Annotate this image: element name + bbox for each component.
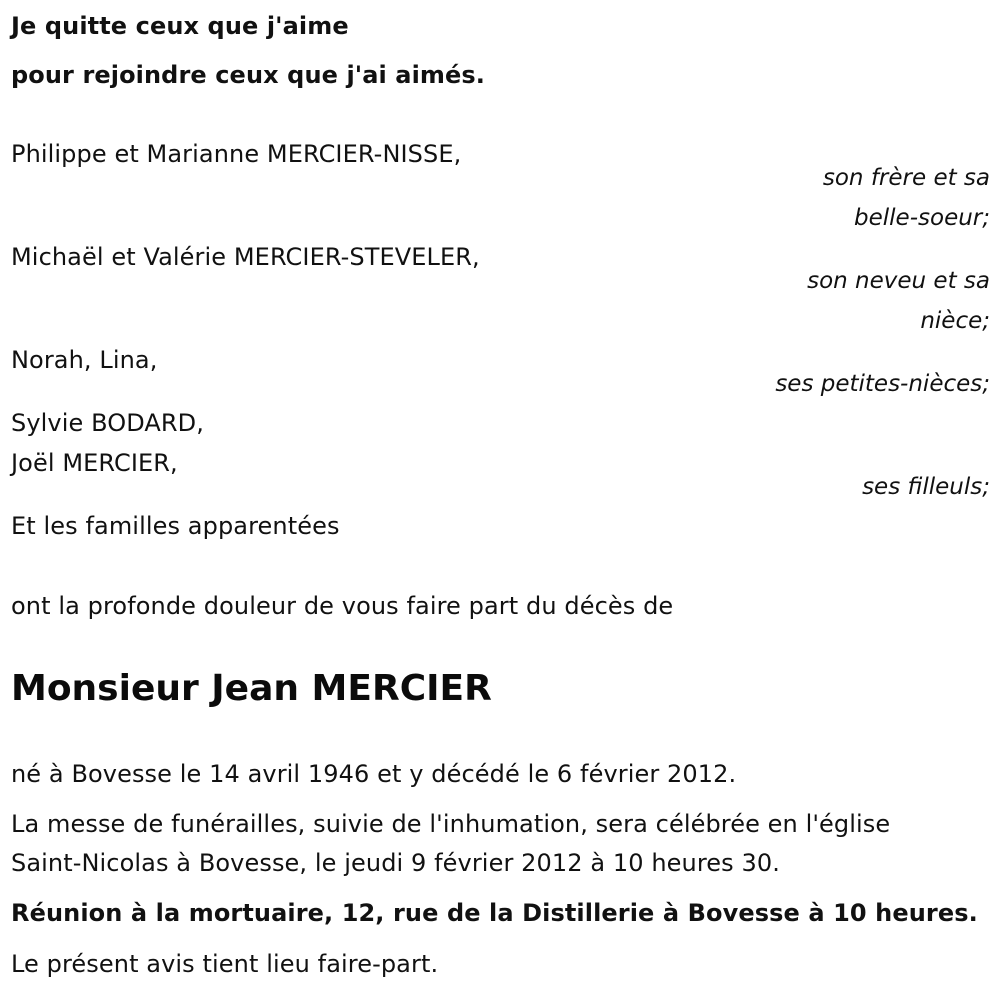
mourner-relation-1b: belle-soeur;: [854, 205, 990, 231]
closing-line: Le présent avis tient lieu faire-part.: [11, 950, 439, 978]
mourner-relation-2b: nièce;: [920, 308, 990, 334]
mourner-names-4b: Joël MERCIER,: [11, 449, 178, 477]
epigraph-line-2: pour rejoindre ceux que j'ai aimés.: [11, 61, 486, 89]
deceased-name: Monsieur Jean MERCIER: [11, 668, 492, 709]
funeral-line-1: La messe de funérailles, suivie de l'inhumation, sera célébrée en l'église: [11, 810, 891, 838]
mourner-relation-1a: son frère et sa: [822, 165, 990, 191]
mourner-names-4a: Sylvie BODARD,: [11, 409, 204, 437]
mourner-relation-3: ses petites-nièces;: [775, 371, 990, 397]
mourner-names-1: Philippe et Marianne MERCIER-NISSE,: [11, 140, 462, 168]
mourner-relation-4: ses filleuls;: [862, 474, 990, 500]
mourner-relation-2a: son neveu et sa: [807, 268, 990, 294]
birth-death-line: né à Bovesse le 14 avril 1946 et y décédé le 6 février 2012.: [11, 760, 737, 788]
mourner-names-3: Norah, Lina,: [11, 346, 158, 374]
epigraph-line-1: Je quitte ceux que j'aime: [11, 12, 349, 40]
meeting-line: Réunion à la mortuaire, 12, rue de la Distillerie à Bovesse à 10 heures.: [11, 899, 978, 927]
families-line: Et les familles apparentées: [11, 512, 340, 540]
announcement-line: ont la profonde douleur de vous faire part du décès de: [11, 592, 674, 620]
mourner-names-2: Michaël et Valérie MERCIER-STEVELER,: [11, 243, 480, 271]
funeral-line-2: Saint-Nicolas à Bovesse, le jeudi 9 février 2012 à 10 heures 30.: [11, 849, 780, 877]
